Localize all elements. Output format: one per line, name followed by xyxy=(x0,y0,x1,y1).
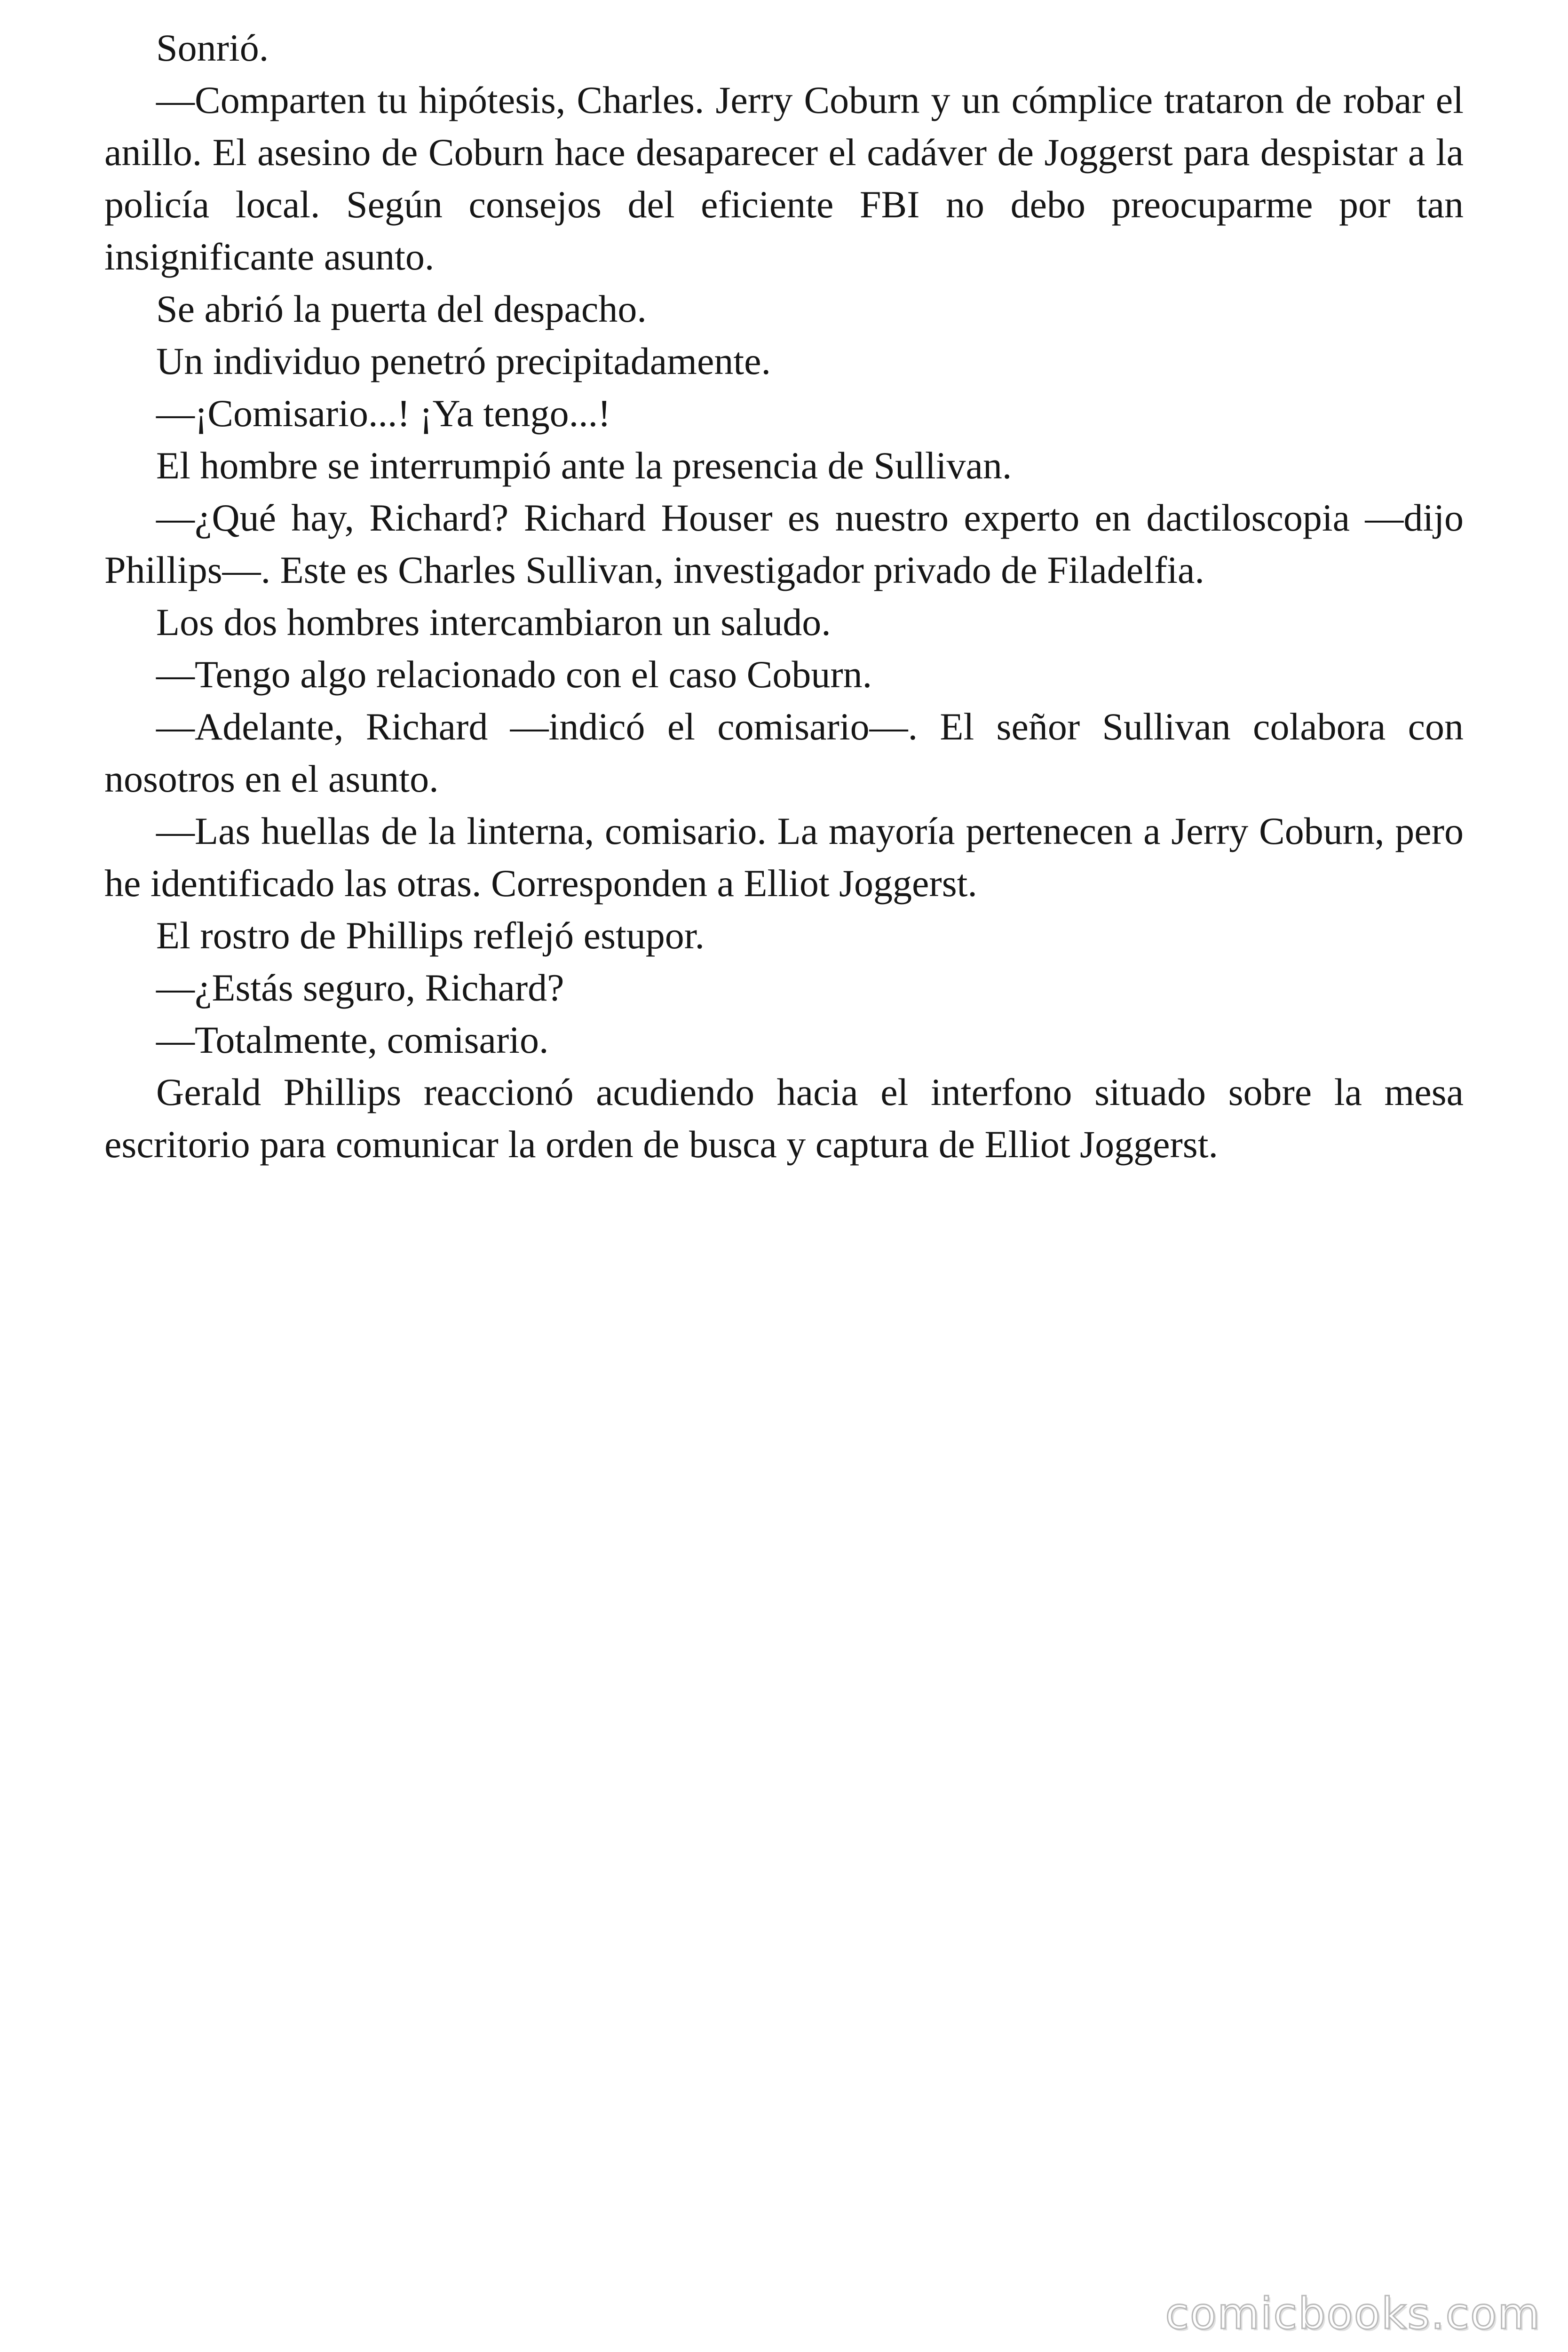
page-body xyxy=(104,22,1464,1170)
watermark-logo: comicbooks.com xyxy=(1165,2288,1541,2339)
paragraph: Se abrió la puerta del despacho. xyxy=(156,287,647,330)
paragraph: —Totalmente, comisario. xyxy=(156,1018,549,1061)
paragraph: El rostro de Phillips reflejó estupor. xyxy=(156,914,705,957)
paragraph: El hombre se interrumpió ante la presencia de Sullivan. xyxy=(156,444,1012,487)
paragraph: —Comparten tu hipótesis, Charles. Jerry Coburn y un cómplice trataron de robar el anillo. El asesino de Coburn hace desaparecer el cadáver de Joggerst para despistar a la policía local. Según consejos del eficiente FBI no debo preocuparme por tan insignificante asunto. xyxy=(104,79,1464,278)
paragraph: Sonrió. xyxy=(156,26,269,69)
paragraph: —¡Comisario...! ¡Ya tengo...! xyxy=(156,392,611,435)
paragraph: Los dos hombres intercambiaron un saludo. xyxy=(156,601,831,644)
paragraph: —¿Qué hay, Richard? Richard Houser es nuestro experto en dactiloscopia —dijo Phillips—. Este es Charles Sullivan, investigador privado de Filadelfia. xyxy=(104,496,1464,591)
paragraph: —Adelante, Richard —indicó el comisario—. El señor Sullivan colabora con nosotros en el asunto. xyxy=(104,705,1464,800)
paragraph: Un individuo penetró precipitadamente. xyxy=(156,340,771,382)
paragraph: —Tengo algo relacionado con el caso Coburn. xyxy=(156,653,872,696)
paragraph: —¿Estás seguro, Richard? xyxy=(156,966,564,1009)
paragraph: Gerald Phillips reaccionó acudiendo hacia el interfono situado sobre la mesa escritorio para comunicar la orden de busca y captura de Elliot Joggerst. xyxy=(104,1071,1464,1166)
paragraph: —Las huellas de la linterna, comisario. La mayoría pertenecen a Jerry Coburn, pero he identificado las otras. Corresponden a Elliot Joggerst. xyxy=(104,810,1464,905)
